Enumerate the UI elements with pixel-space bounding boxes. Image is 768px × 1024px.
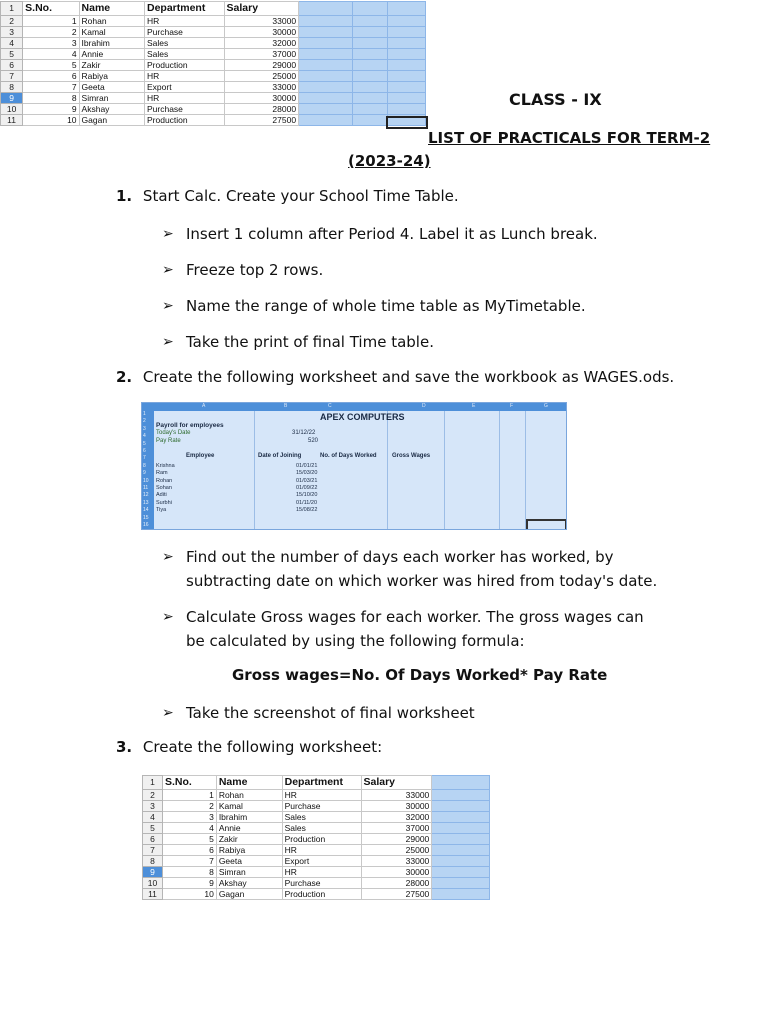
row-number[interactable]: 12 (143, 492, 149, 499)
date-of-joining[interactable]: 15/10/20 (296, 492, 318, 499)
employee-name[interactable]: Ram (156, 470, 168, 477)
item-text: Create the following worksheet: (142, 738, 383, 756)
cell-dept[interactable]: Purchase (145, 104, 225, 115)
cell-dept[interactable]: Purchase (282, 801, 361, 812)
empty-cell[interactable] (353, 104, 387, 115)
table-row (1, 115, 426, 126)
empty-cell[interactable] (387, 16, 425, 27)
cell-name[interactable]: Simran (79, 93, 144, 104)
header-row (1, 2, 426, 16)
header-sno[interactable]: S.No. (162, 776, 216, 790)
arrow-bullet-icon: ➢ (162, 609, 174, 625)
cell-salary[interactable]: 33000 (361, 790, 432, 801)
row-number[interactable]: 8 (1, 82, 23, 93)
row-number[interactable]: 6 (143, 448, 146, 454)
cell-sno[interactable]: 9 (162, 878, 216, 889)
grid-line (254, 411, 255, 529)
table-row (143, 812, 490, 823)
cell-salary[interactable]: 37000 (224, 49, 299, 60)
row-number[interactable]: 9 (1, 93, 23, 104)
employee-name[interactable]: Surbhi (156, 499, 172, 506)
cell-name[interactable]: Akshay (79, 104, 144, 115)
empty-cell[interactable] (432, 878, 490, 889)
cell-dept[interactable]: Purchase (145, 27, 225, 38)
empty-cell[interactable] (299, 16, 353, 27)
row-number[interactable]: 7 (143, 455, 146, 462)
cell-salary[interactable]: 25000 (224, 71, 299, 82)
cell-salary[interactable]: 33000 (224, 16, 299, 27)
cell-dept[interactable]: Sales (145, 49, 225, 60)
header-days-worked: No. of Days Worked (320, 453, 377, 459)
cell-dept[interactable]: HR (145, 16, 225, 27)
row-number[interactable]: 4 (1, 38, 23, 49)
arrow-bullet-icon: ➢ (162, 298, 174, 314)
cell-salary[interactable]: 30000 (361, 801, 432, 812)
empty-cell[interactable] (432, 801, 490, 812)
employee-sheet-top (0, 1, 426, 126)
empty-cell[interactable] (432, 856, 490, 867)
pay-rate-value: 520 (308, 438, 319, 444)
date-of-joining[interactable]: 01/09/22 (296, 484, 318, 491)
cell-dept[interactable]: Production (145, 115, 225, 126)
table-row (143, 823, 490, 834)
table-row (143, 889, 490, 900)
empty-cell[interactable] (432, 889, 490, 900)
empty-cell[interactable] (432, 823, 490, 834)
bullet-text: Find out the number of days each worker has worked, by subtracting date on which worker was hired from today's date. (186, 548, 658, 590)
item-number: 1. (116, 187, 133, 205)
cell-sno[interactable]: 8 (162, 867, 216, 878)
row-number[interactable]: 10 (143, 477, 149, 484)
empty-cell[interactable] (353, 60, 387, 71)
table-row (1, 27, 426, 38)
cell-salary[interactable]: 37000 (361, 823, 432, 834)
cell-dept[interactable]: Purchase (282, 878, 361, 889)
empty-cell[interactable] (353, 115, 387, 126)
cell-sno[interactable]: 3 (162, 812, 216, 823)
empty-cell[interactable] (299, 38, 353, 49)
date-of-joining[interactable]: 01/11/20 (296, 499, 318, 506)
empty-cell[interactable] (387, 2, 425, 16)
cell-name[interactable]: Akshay (216, 878, 282, 889)
empty-cell[interactable] (299, 49, 353, 60)
empty-cell[interactable] (353, 2, 387, 16)
item-text: Start Calc. Create your School Time Table. (142, 187, 459, 205)
cell-dept[interactable]: Sales (282, 812, 361, 823)
cell-sno[interactable]: 2 (162, 801, 216, 812)
empty-cell[interactable] (299, 60, 353, 71)
employee-name[interactable]: Tiya (156, 506, 167, 513)
bullet-text: Freeze top 2 rows. (186, 261, 324, 279)
empty-cell[interactable] (353, 82, 387, 93)
cell-name[interactable]: Rohan (79, 16, 144, 27)
column-letter[interactable]: C (328, 403, 332, 409)
date-of-joining[interactable]: 01/03/21 (296, 477, 318, 484)
date-of-joining[interactable]: 15/03/20 (296, 470, 318, 477)
cell-name[interactable]: Geeta (79, 82, 144, 93)
bullet-text: Take the screenshot of final worksheet (186, 704, 475, 722)
bullet-text: Take the print of final Time table. (186, 333, 434, 351)
table-row (143, 834, 490, 845)
cell-name[interactable]: Kamal (79, 27, 144, 38)
empty-cell[interactable] (299, 2, 353, 16)
cell-sno[interactable]: 5 (162, 834, 216, 845)
cell-name[interactable]: Rohan (216, 790, 282, 801)
cell-name[interactable]: Annie (79, 49, 144, 60)
empty-cell[interactable] (299, 71, 353, 82)
todays-date-value: 31/12/22 (292, 430, 316, 436)
empty-cell[interactable] (432, 867, 490, 878)
cell-dept[interactable]: Export (282, 856, 361, 867)
empty-cell[interactable] (299, 82, 353, 93)
empty-cell[interactable] (353, 16, 387, 27)
item-number: 2. (116, 368, 133, 386)
table-row (143, 801, 490, 812)
cell-sno[interactable]: 8 (23, 93, 79, 104)
table-row (143, 856, 490, 867)
row-number[interactable]: 8 (143, 462, 146, 469)
cell-salary[interactable]: 27500 (361, 889, 432, 900)
row-number[interactable]: 3 (1, 27, 23, 38)
row-number[interactable]: 3 (143, 801, 163, 812)
cell-salary[interactable]: 27500 (224, 115, 299, 126)
todays-date-label: Today's Date (156, 430, 191, 436)
row-number[interactable]: 1 (143, 776, 163, 790)
column-letter[interactable]: G (544, 403, 548, 409)
cell-sno[interactable]: 7 (162, 856, 216, 867)
row-number[interactable]: 1 (143, 411, 146, 417)
column-letter[interactable]: B (284, 403, 288, 409)
row-number[interactable]: 6 (1, 60, 23, 71)
employee-name[interactable]: Aditi (156, 492, 167, 499)
table-row (1, 49, 426, 60)
cell-name[interactable]: Gagan (79, 115, 144, 126)
cell-salary[interactable]: 33000 (224, 82, 299, 93)
table-row (143, 790, 490, 801)
list-title: LIST OF PRACTICALS FOR TERM-2 (428, 129, 711, 147)
cell-sno[interactable]: 10 (23, 115, 79, 126)
cell-dept[interactable]: Production (145, 60, 225, 71)
cell-selection-box[interactable] (526, 519, 567, 530)
cell-sno[interactable]: 9 (23, 104, 79, 115)
table-row (1, 16, 426, 27)
session-year: (2023-24) (348, 152, 431, 170)
arrow-bullet-icon: ➢ (162, 549, 174, 565)
table-row (143, 867, 490, 878)
item-number: 3. (116, 738, 133, 756)
table-row (1, 104, 426, 115)
header-date-of-joining: Date of Joining (258, 453, 302, 459)
row-number[interactable]: 5 (1, 49, 23, 60)
empty-cell[interactable] (387, 82, 425, 93)
table-row (143, 878, 490, 889)
cell-sno[interactable]: 2 (23, 27, 79, 38)
row-number[interactable]: 4 (143, 812, 163, 823)
cell-sno[interactable]: 4 (162, 823, 216, 834)
row-number[interactable]: 15 (143, 514, 149, 521)
header-name[interactable]: Name (79, 2, 144, 16)
empty-cell[interactable] (432, 776, 490, 790)
item-text: Create the following worksheet and save the workbook as WAGES.ods. (142, 368, 675, 386)
cell-dept[interactable]: Production (282, 889, 361, 900)
empty-cell[interactable] (299, 115, 353, 126)
empty-cell[interactable] (353, 27, 387, 38)
row-number[interactable]: 7 (143, 845, 163, 856)
column-letter[interactable]: F (510, 403, 514, 409)
cell-salary[interactable]: 28000 (224, 104, 299, 115)
grid-line (499, 411, 500, 529)
row-number[interactable]: 11 (143, 889, 163, 900)
cell-salary[interactable]: 32000 (224, 38, 299, 49)
empty-cell[interactable] (353, 49, 387, 60)
header-sno[interactable]: S.No. (23, 2, 79, 16)
empty-cell[interactable] (353, 38, 387, 49)
cell-salary[interactable]: 30000 (224, 93, 299, 104)
row-number[interactable]: 4 (143, 433, 146, 440)
cell-dept[interactable]: Sales (145, 38, 225, 49)
header-department[interactable]: Department (282, 776, 361, 790)
cell-name[interactable]: Rabiya (79, 71, 144, 82)
row-number[interactable]: 14 (143, 507, 149, 514)
row-number[interactable]: 11 (1, 115, 23, 126)
cell-name[interactable]: Ibrahim (79, 38, 144, 49)
cell-salary[interactable]: 30000 (224, 27, 299, 38)
row-number[interactable]: 13 (143, 499, 149, 506)
row-number[interactable]: 3 (143, 425, 146, 432)
empty-cell[interactable] (387, 38, 425, 49)
gross-wages-formula: Gross wages=No. Of Days Worked* Pay Rate (232, 666, 608, 684)
header-department[interactable]: Department (145, 2, 225, 16)
employee-name[interactable]: Krishna (156, 463, 175, 469)
date-of-joining[interactable]: 15/08/22 (296, 506, 318, 513)
cell-dept[interactable]: HR (282, 845, 361, 856)
payroll-label: Payroll for employees (156, 422, 224, 429)
cell-dept[interactable]: HR (145, 93, 225, 104)
cell-name[interactable]: Zakir (79, 60, 144, 71)
column-letter[interactable]: A (202, 403, 206, 409)
empty-cell[interactable] (353, 71, 387, 82)
table-row (1, 60, 426, 71)
row-number-bar (142, 411, 154, 529)
class-title: CLASS - IX (509, 90, 602, 109)
cell-sno[interactable]: 7 (23, 82, 79, 93)
cell-salary[interactable]: 25000 (361, 845, 432, 856)
cell-sno[interactable]: 1 (23, 16, 79, 27)
column-letter[interactable]: E (472, 403, 476, 409)
cell-dept[interactable]: Sales (282, 823, 361, 834)
arrow-bullet-icon: ➢ (162, 334, 174, 350)
empty-cell[interactable] (353, 93, 387, 104)
header-salary[interactable]: Salary (224, 2, 299, 16)
wages-worksheet (141, 402, 567, 530)
table-row (1, 71, 426, 82)
header-gross-wages: Gross Wages (392, 453, 431, 459)
cell-dept[interactable]: Export (145, 82, 225, 93)
header-salary[interactable]: Salary (361, 776, 432, 790)
row-number[interactable]: 10 (143, 878, 163, 889)
row-number[interactable]: 2 (143, 790, 163, 801)
cell-name[interactable]: Geeta (216, 856, 282, 867)
header-employee: Employee (186, 453, 215, 459)
bullet-text: Insert 1 column after Period 4. Label it as Lunch break. (186, 225, 598, 243)
grid-line (387, 411, 388, 529)
row-number[interactable]: 5 (143, 440, 146, 447)
empty-cell[interactable] (387, 27, 425, 38)
table-row (143, 845, 490, 856)
cell-dept[interactable]: HR (145, 71, 225, 82)
grid-line (444, 411, 445, 529)
practical-item-2 (116, 368, 674, 386)
empty-cell[interactable] (387, 71, 425, 82)
cell-salary[interactable]: 29000 (361, 834, 432, 845)
cell-salary[interactable]: 28000 (361, 878, 432, 889)
cell-dept[interactable]: HR (282, 790, 361, 801)
table-row (1, 93, 426, 104)
row-number[interactable]: 8 (143, 856, 163, 867)
empty-cell[interactable] (387, 49, 425, 60)
cell-sno[interactable]: 4 (23, 49, 79, 60)
cell-sno[interactable]: 3 (23, 38, 79, 49)
cell-name[interactable]: Kamal (216, 801, 282, 812)
empty-cell[interactable] (387, 93, 425, 104)
header-name[interactable]: Name (216, 776, 282, 790)
bullet-text: Calculate Gross wages for each worker. The gross wages can be calculated by using the following formula: (186, 608, 644, 650)
cell-salary[interactable]: 32000 (361, 812, 432, 823)
pay-rate-label: Pay Rate (156, 438, 181, 444)
row-number[interactable]: 9 (143, 470, 146, 477)
row-number[interactable]: 10 (1, 104, 23, 115)
table-row (1, 82, 426, 93)
empty-cell[interactable] (299, 104, 353, 115)
empty-cell[interactable] (387, 60, 425, 71)
row-number[interactable]: 9 (143, 867, 163, 878)
table-row (1, 38, 426, 49)
cell-salary[interactable]: 33000 (361, 856, 432, 867)
row-number[interactable]: 1 (1, 2, 23, 16)
cell-dept[interactable]: Production (282, 834, 361, 845)
row-number[interactable]: 7 (1, 71, 23, 82)
column-header-bar (142, 403, 566, 411)
empty-cell[interactable] (432, 812, 490, 823)
cell-selection-box[interactable] (386, 116, 428, 129)
cell-name[interactable]: Rabiya (216, 845, 282, 856)
empty-cell[interactable] (299, 27, 353, 38)
arrow-bullet-icon: ➢ (162, 262, 174, 278)
arrow-bullet-icon: ➢ (162, 705, 174, 721)
cell-sno[interactable]: 1 (162, 790, 216, 801)
cell-sno[interactable]: 6 (162, 845, 216, 856)
cell-salary[interactable]: 30000 (361, 867, 432, 878)
header-row (143, 776, 490, 790)
arrow-bullet-icon: ➢ (162, 226, 174, 242)
empty-cell[interactable] (387, 104, 425, 115)
cell-name[interactable]: Zakir (216, 834, 282, 845)
empty-cell[interactable] (432, 790, 490, 801)
row-number[interactable]: 6 (143, 834, 163, 845)
grid-line (525, 411, 526, 529)
wages-title: APEX COMPUTERS (320, 412, 405, 422)
bullet-text: Name the range of whole time table as MyTimetable. (186, 297, 586, 315)
empty-cell[interactable] (432, 834, 490, 845)
empty-cell[interactable] (299, 93, 353, 104)
row-number[interactable]: 16 (143, 522, 149, 528)
row-number[interactable]: 2 (1, 16, 23, 27)
column-letter[interactable]: D (422, 403, 426, 409)
employee-name[interactable]: Sohan (156, 484, 172, 491)
practical-item-1 (116, 187, 459, 205)
cell-name[interactable]: Ibrahim (216, 812, 282, 823)
cell-sno[interactable]: 10 (162, 889, 216, 900)
cell-salary[interactable]: 29000 (224, 60, 299, 71)
cell-name[interactable]: Annie (216, 823, 282, 834)
empty-cell[interactable] (432, 845, 490, 856)
row-number[interactable]: 5 (143, 823, 163, 834)
cell-name[interactable]: Gagan (216, 889, 282, 900)
row-number[interactable]: 2 (143, 418, 146, 425)
row-number[interactable]: 11 (143, 485, 149, 491)
cell-sno[interactable]: 6 (23, 71, 79, 82)
practical-item-3 (116, 738, 382, 756)
cell-dept[interactable]: HR (282, 867, 361, 878)
employee-sheet-bottom (142, 775, 490, 900)
employee-name[interactable]: Rohan (156, 477, 173, 484)
cell-sno[interactable]: 5 (23, 60, 79, 71)
date-of-joining[interactable]: 01/01/21 (296, 463, 318, 469)
cell-name[interactable]: Simran (216, 867, 282, 878)
